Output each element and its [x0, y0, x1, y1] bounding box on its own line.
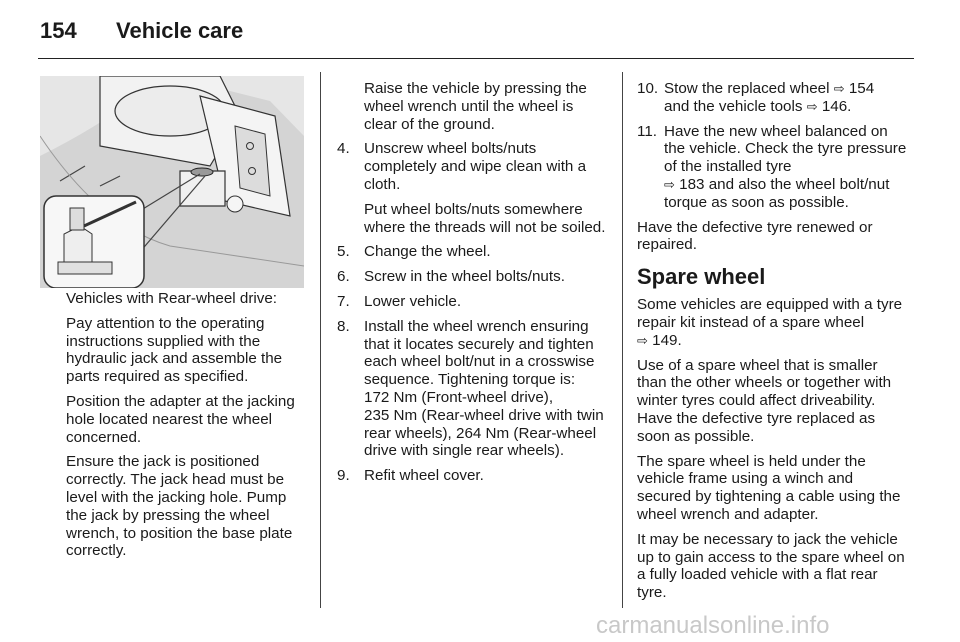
step-text: and also the wheel bolt/nut torque as soon as possible.: [664, 175, 890, 211]
step-sub-paragraph: Put wheel bolts/nuts somewhere where the threads will not be soiled.: [364, 200, 606, 236]
paragraph: Have the defective tyre renewed or repaired.: [637, 218, 873, 254]
step-text: Unscrew wheel bolts/nuts completely and wipe clean with a cloth.: [364, 140, 587, 193]
torque-front: 172 Nm (Front-wheel drive),: [364, 388, 554, 406]
section-heading: Spare wheel: [637, 264, 766, 290]
list-item-step-4: [337, 140, 607, 193]
list-item-step-6: [337, 268, 607, 286]
watermark: carmanualsonline.info: [596, 612, 830, 639]
page-title: Vehicle care: [116, 18, 244, 43]
list-item-step-7: [337, 293, 607, 311]
step-text: Have the new wheel balanced on the vehicle. Check the tyre pressure of the installed tyre: [664, 122, 907, 176]
jack-diagram-icon: [40, 76, 304, 288]
reference-arrow-icon: ⇨: [833, 81, 845, 96]
reference-arrow-icon: ⇨: [806, 98, 818, 114]
paragraph: Pay attention to the operating instructions supplied with the hydraulic jack and assemble the parts required as specified.: [66, 314, 283, 386]
paragraph-text: Some vehicles are equipped with a tyre repair kit instead of a spare wheel: [637, 296, 903, 331]
page-reference-link[interactable]: 146.: [821, 97, 852, 115]
paragraph: The spare wheel is held under the vehicle frame using a winch and secured by tightening a cable using the wheel wrench and adapter.: [637, 452, 901, 523]
step-text: Change the wheel.: [364, 243, 491, 261]
step-text: Refit wheel cover.: [364, 467, 484, 485]
page-reference-link[interactable]: 149.: [652, 331, 682, 349]
step-text: and the vehicle tools: [664, 97, 803, 115]
step-text: Screw in the wheel bolts/nuts.: [364, 268, 565, 286]
column-right: [637, 80, 909, 609]
paragraph: It may be necessary to jack the vehicle up to gain access to the spare wheel on a fully loaded vehicle with a flat rear tyre.: [637, 530, 905, 602]
step-number: 9.: [337, 467, 350, 485]
page-number: 154: [40, 18, 77, 43]
step-number: 5.: [337, 243, 350, 261]
column-left: [66, 290, 311, 567]
column-divider-left: [320, 72, 321, 608]
reference-arrow-icon: ⇨: [637, 332, 648, 348]
paragraph: [637, 296, 909, 349]
list-item-step-5: [337, 243, 607, 261]
step-text: Lower vehicle.: [364, 292, 462, 310]
page-reference-link[interactable]: 154: [848, 80, 875, 97]
list-item-step-11: [637, 123, 909, 212]
reference-arrow-icon: ⇨: [664, 176, 675, 192]
step-number: 4.: [337, 140, 350, 158]
torque-rear: 235 Nm (Rear-wheel drive with twin rear wheels), 264 Nm (Rear-wheel drive with single rear wheels).: [364, 406, 604, 460]
list-item-step-8: [337, 318, 607, 460]
step-number: 7.: [337, 292, 350, 310]
paragraph: Ensure the jack is positioned correctly. The jack head must be level with the jacking hole. Pump the jack by pressing the wheel wrench, to position the base plate correctly.: [66, 453, 293, 560]
column-divider-right: [622, 72, 623, 608]
step-text: Stow the replaced wheel: [664, 80, 830, 97]
step-number: 6.: [337, 268, 350, 286]
page-reference-link[interactable]: 183: [679, 175, 705, 193]
step-number: 11.: [637, 122, 657, 140]
step-continuation: Raise the vehicle by pressing the wheel wrench until the wheel is clear of the ground.: [364, 80, 587, 133]
list-item-step-10: [637, 80, 909, 116]
paragraph: Position the adapter at the jacking hole located nearest the wheel concerned.: [66, 392, 295, 446]
header-rule: [38, 58, 914, 59]
step-text: Install the wheel wrench ensuring that it locates securely and tighten each wheel bolt/nut in a crosswise sequence. Tightening torque is:: [364, 317, 595, 389]
column-middle: [337, 80, 607, 492]
step-number: 8.: [337, 317, 350, 335]
paragraph: Use of a spare wheel that is smaller than the other wheels or together with winter tyres could affect driveability. Have the defective tyre replaced as soon as possible.: [637, 356, 892, 445]
step-number: 10.: [637, 80, 659, 97]
paragraph: Vehicles with Rear-wheel drive:: [66, 290, 278, 307]
list-item-step-9: [337, 467, 607, 485]
